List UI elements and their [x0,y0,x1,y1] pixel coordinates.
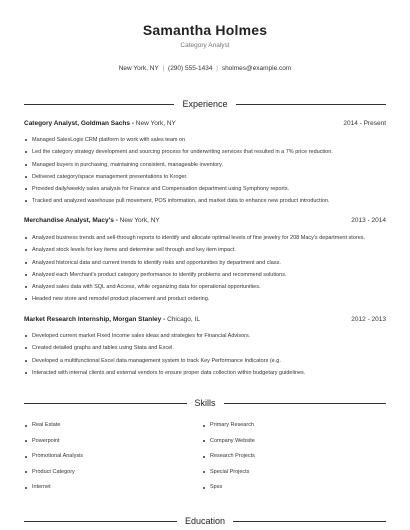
skill-item: Promotional Analysis [24,449,194,465]
skill-item: Spss [202,480,382,496]
job-bullets [24,134,386,208]
list-item: Headed new store and remodel product placement and product ordering. [24,293,386,305]
list-item: Analyzed business trends and sell-through reports to identify and allocate optimal levels of fine jewelry for 208 Macy's department stores. [24,232,386,244]
job-header [24,119,386,128]
job-header [24,216,386,225]
list-item: Delivered category/space management presentations to Kroger. [24,171,386,183]
section-title: Education [184,516,226,526]
list-item: Developed a multifunctional Excel data management system to track Key Performance Indicators (e.g. [24,355,386,367]
contact-location: New York, NY [118,65,159,72]
candidate-name: Samantha Holmes [142,22,268,38]
job-role-dash: - [163,316,166,323]
job-dates: 2014 - Present [343,120,386,127]
divider [224,403,387,404]
skill-item: Internet [24,480,194,496]
section-title: Skills [194,398,216,408]
job-location: Chicago, IL [167,316,200,323]
skill-item: Powerpoint [24,434,194,450]
job-role: Category Analyst, Goldman Sachs [24,120,130,127]
experience-section-header [24,98,386,110]
job-role-dash: - [115,217,118,224]
job-location: New York, NY [119,217,160,224]
contact-phone: (290) 555-1434 [168,65,213,72]
divider [24,403,187,404]
skill-item: Real Estate [24,418,194,434]
section-title: Experience [182,99,228,109]
skills-list-left [24,418,194,496]
skill-item: Research Projects [202,449,382,465]
contact-separator: | [216,65,218,72]
list-item: Developed current market Fixed Income sales ideas and strategies for Financial Advisors. [24,330,386,342]
skill-item: Company Website [202,434,382,450]
job-bullets [24,232,386,306]
job-role: Merchandise Analyst, Macy's [24,217,114,224]
list-item: Analyzed historical data and current trends to identify risks and opportunities by department and class. [24,257,386,269]
job-header [24,315,386,324]
job-dates: 2013 - 2014 [351,217,386,224]
job-role-dash: - [131,120,134,127]
job-bullets [24,330,386,379]
list-item: Provided daily/weekly sales analysis for Finance and Compensation department using Symphony reports. [24,183,386,195]
list-item: Analyzed sales data with SQL and Access, while organizing data for operational opportunities. [24,281,386,293]
divider [24,104,174,105]
skill-item: Primary Research [202,418,382,434]
skills-section-header [24,397,386,409]
skills-list-right [202,418,382,496]
list-item: Managed SalesLogix CRM platform to work with sales team on [24,134,386,146]
contact-separator: | [162,65,165,72]
list-item: Managed buyers in purchasing, maintaining consistent, manageable inventory. [24,159,386,171]
divider [236,104,386,105]
list-item: Tracked and analyzed warehouse pull movement, POS information, and market data to enhance new product introduction. [24,195,386,207]
contact-email: sholmes@example.com [221,65,292,72]
skill-item: Product Category [24,465,194,481]
job-role: Market Research Internship, Morgan Stanley [24,316,162,323]
list-item: Analyzed stock levels for key items and determine sell through and key item impact. [24,244,386,256]
list-item: Led the category strategy development and sourcing process for underwriting services that resulted in a 7% price reduction. [24,146,386,158]
job-location: New York, NY [135,120,176,127]
candidate-title: Category Analyst [180,42,230,49]
contact-line [0,65,410,72]
list-item: Analyzed each Merchant's product category performance to identify problems and recommend solutions. [24,269,386,281]
education-section-header [24,515,386,527]
list-item: Interacted with internal clients and external vendors to ensure proper data collection within budgetary guidelines. [24,367,386,379]
divider [24,521,177,522]
list-item: Created detailed graphs and tables using Stata and Excel. [24,342,386,354]
job-dates: 2012 - 2013 [351,316,386,323]
skill-item: Special Projects [202,465,382,481]
divider [233,521,386,522]
